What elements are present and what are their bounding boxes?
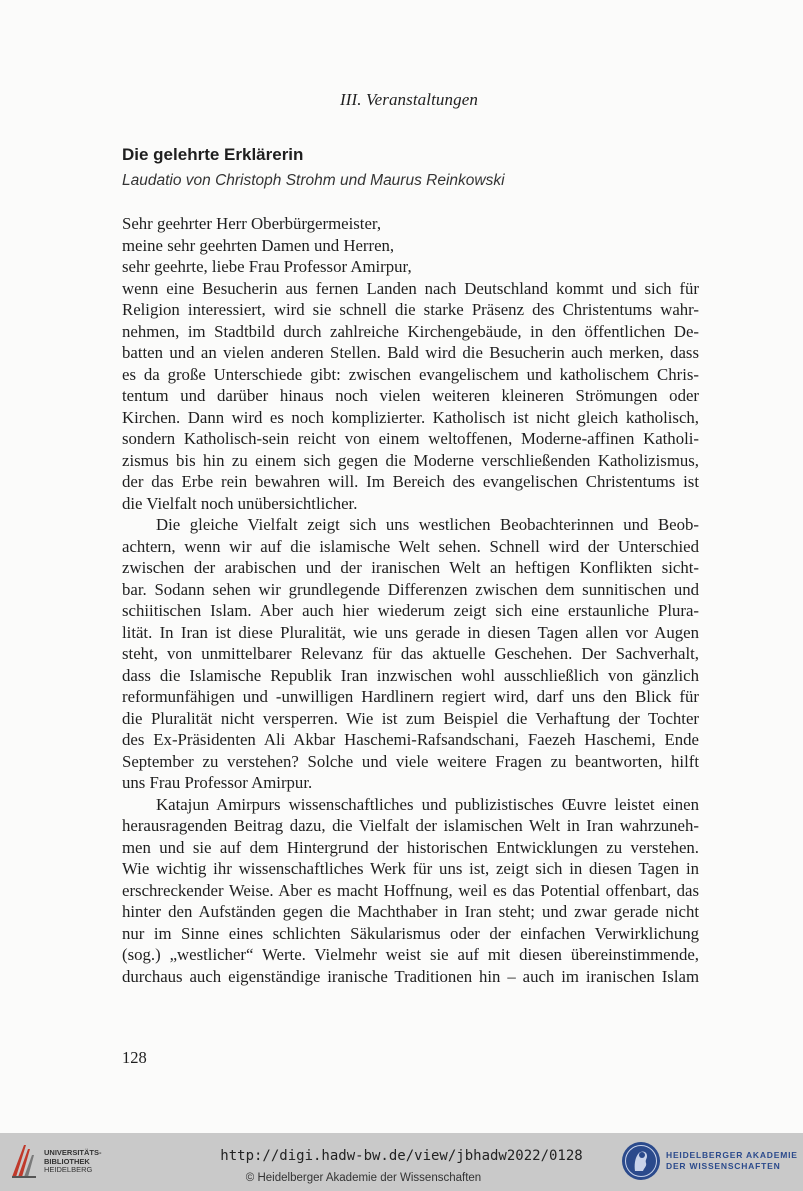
copyright-notice: © Heidelberger Akademie der Wissenschaften bbox=[245, 1172, 482, 1184]
academy-name bbox=[666, 1150, 798, 1171]
digitization-footer bbox=[0, 1133, 803, 1191]
text-line: Die gleiche Vielfalt zeigt sich uns westlichen Beobachterinnen und Beob- bbox=[156, 515, 699, 534]
ub-line: HEIDELBERG bbox=[44, 1165, 93, 1174]
text-line: bar. Sodann sehen wir grundlegende Differenzen zwischen dem sunnitischen und bbox=[122, 579, 699, 599]
text-line: meine sehr geehrten Damen und Herren, bbox=[122, 235, 395, 255]
text-line: schiitischen Islam. Aber auch hier wiederum zeigt sich eine erstaunliche Plura- bbox=[122, 601, 699, 620]
text-line: men und sie auf dem Hintergrund der historischen Entwicklungen zu verstehen. bbox=[122, 837, 699, 857]
article-title: Die gelehrte Erklärerin bbox=[122, 145, 304, 164]
text-line: die Vielfalt noch unübersichtlicher. bbox=[122, 493, 358, 513]
text-line: batten und an vielen anderen Stellen. Bald wird die Besucherin auch merken, dass bbox=[122, 343, 699, 362]
text-line: steht, von unmittelbarer Relevanz für das aktuelle Geschehen. Der Sachverhalt, bbox=[122, 644, 699, 663]
text-line: wenn eine Besucherin aus fernen Landen nach Deutschland kommt und sich für bbox=[122, 278, 699, 298]
ub-line: UNIVERSITÄTS- bbox=[44, 1148, 102, 1157]
permalink-url[interactable]: http://digi.hadw-bw.de/view/jbhadw2022/0128 bbox=[220, 1148, 583, 1164]
body-text bbox=[122, 213, 699, 987]
page-number: 128 bbox=[122, 1048, 147, 1067]
text-line: der das Erbe rein bewahren will. Im Bereich des evangelischen Christentums ist bbox=[122, 472, 699, 491]
text-line: dass die Islamische Republik Iran inzwischen wohl ausschließlich von gänzlich bbox=[122, 665, 699, 685]
text-line: achtern, wenn wir auf die islamische Welt sehen. Schnell wird der Unterschied bbox=[122, 536, 699, 556]
text-line: September zu verstehen? Solche und viele weitere Fragen zu beantworten, hilft bbox=[122, 751, 699, 771]
text-line: Religion interessiert, wird sie schnell die starke Präsenz des Christentums wahr- bbox=[122, 300, 699, 319]
academy-line: DER WISSENSCHAFTEN bbox=[666, 1160, 781, 1171]
text-line: durchaus auch eigenständige iranische Traditionen hin – auch im iranischen Islam bbox=[122, 966, 699, 986]
text-line: Kirchen. Dann wird es noch komplizierter. Katholisch ist nicht gleich katholisch, bbox=[122, 407, 699, 427]
text-line: hinter den Aufständen gegen die Machthaber in Iran steht; und zwar gerade nicht bbox=[122, 902, 699, 921]
text-line: sondern Katholisch-sein reicht von einem weltoffenen, Moderne-affinen Katholi- bbox=[122, 429, 699, 448]
ub-line: BIBLIOTHEK bbox=[44, 1156, 90, 1166]
text-line: des Ex-Präsidenten Ali Akbar Haschemi-Rafsandschani, Faezeh Haschemi, Ende bbox=[122, 730, 699, 749]
text-line: es da große Unterschiede gibt: zwischen evangelischem und katholischem Chris- bbox=[122, 364, 699, 384]
text-line: die Pluralität nicht versperren. Wie ist zum Beispiel die Verhaftung der Tochter bbox=[122, 708, 699, 728]
text-line: nur im Sinne eines schlichten Säkularismus oder der einfachen Verwirklichung bbox=[122, 923, 699, 943]
text-line: uns Frau Professor Amirpur. bbox=[122, 773, 313, 792]
text-line: (sog.) „westlicher“ Werte. Vielmehr weist sie auf mit diesen übereinstimmende, bbox=[122, 945, 699, 964]
text-line: zismus bis hin zu einem sich gegen die Moderne verschließenden Katholizismus, bbox=[122, 450, 699, 470]
text-line: herausragenden Beitrag dazu, die Vielfalt der islamischen Welt in Iran wahrzuneh- bbox=[122, 816, 699, 835]
text-line: zwischen der arabischen und der iranischen Welt an heftigen Konflikten sicht- bbox=[122, 558, 699, 577]
text-line: tentum und darüber hinaus noch vielen weiteren kleineren Strömungen oder bbox=[122, 386, 699, 405]
article-subtitle: Laudatio von Christoph Strohm und Maurus Reinkowski bbox=[122, 172, 505, 189]
text-line: erschreckender Weise. Aber es macht Hoffnung, weil es das Potential offenbart, das bbox=[122, 880, 699, 900]
text-line: sehr geehrte, liebe Frau Professor Amirpur, bbox=[122, 257, 412, 276]
academy-line: HEIDELBERGER AKADEMIE bbox=[666, 1150, 798, 1160]
text-line: lität. In Iran ist diese Pluralität, wie uns gerade in diesen Tagen allen vor Augen bbox=[122, 622, 699, 642]
academy-seal-icon[interactable] bbox=[621, 1141, 661, 1181]
text-line: Wie wichtig ihr wissenschaftliches Werk für uns ist, zeigt sich in diesen Tagen in bbox=[122, 859, 699, 878]
text-line: reformunfähigen und -unwilligen Hardlinern regiert wird, darf uns den Blick für bbox=[122, 687, 699, 706]
running-head: III. Veranstaltungen bbox=[340, 90, 478, 109]
text-line: Sehr geehrter Herr Oberbürgermeister, bbox=[122, 214, 382, 233]
text-line: nehmen, im Stadtbild durch zahlreiche Kirchengebäude, in den öffentlichen De- bbox=[122, 321, 699, 341]
text-line: Katajun Amirpurs wissenschaftliches und publizistisches Œuvre leistet einen bbox=[156, 794, 699, 814]
